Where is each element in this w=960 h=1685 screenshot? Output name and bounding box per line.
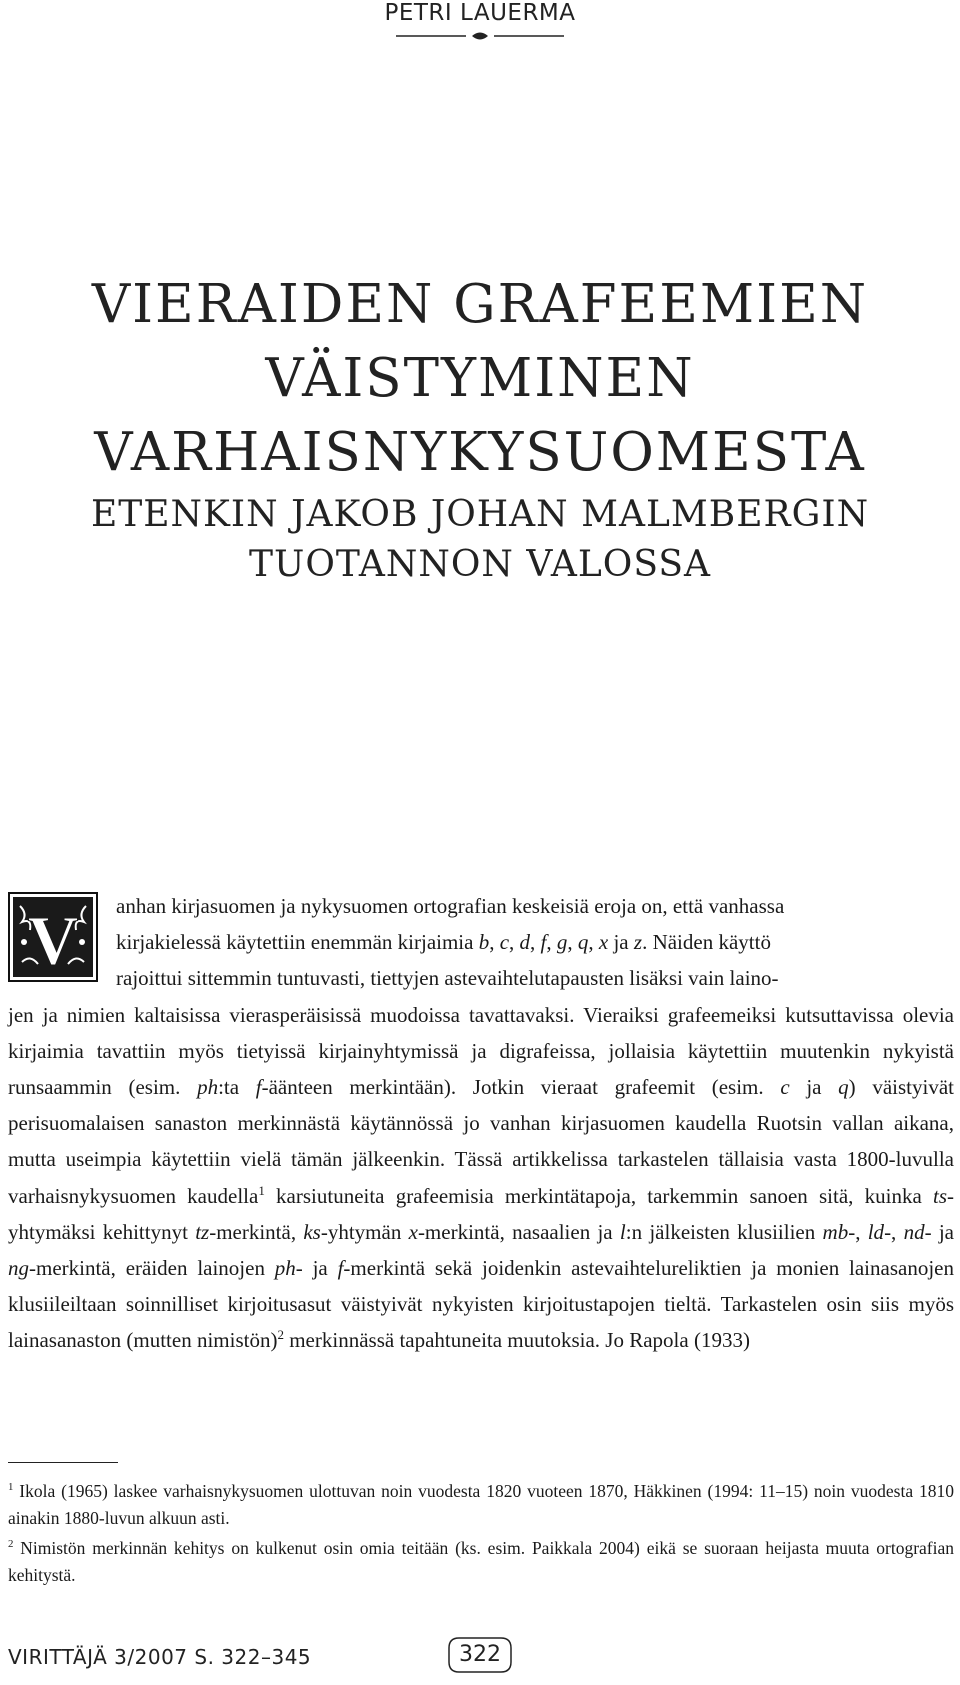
title-line-2: VÄISTYMINEN <box>265 348 695 409</box>
subtitle-line-2: TUOTANNON VALOSSA <box>248 544 712 585</box>
body-line-3: rajoittui sittemmin tuntuvasti, tiettyjen astevaihtelutapausten lisäksi vain laino- <box>116 966 779 991</box>
footnote-1: $^1$ Ikola (1965) laskee varhaisnykysuomen ulottuvan noin vuodesta 1820 vuoteen 1870, Häkkinen (1994: 11–15) noin vuodesta 1810 ainakin 1880-luvun alkuun asti. <box>8 1481 954 1528</box>
svg-text:V: V <box>27 903 79 980</box>
header-ornament <box>394 30 566 42</box>
journal-citation: VIRITTÄJÄ 3/2007 S. 322–345 <box>8 1645 312 1669</box>
title-line-1: VIERAIDEN GRAFEEMIEN <box>91 274 869 335</box>
page-number: 322 <box>447 1636 513 1674</box>
footnote-ref-2[interactable]: 2 <box>277 1327 284 1343</box>
subtitle-line-1: ETENKIN JAKOB JOHAN MALMBERGIN <box>90 494 870 535</box>
article-title <box>0 268 960 590</box>
body-line-1: anhan kirjasuomen ja nykysuomen ortografian keskeisiä eroja on, että vanhassa <box>116 894 785 918</box>
footnotes <box>8 1478 954 1592</box>
title-line-3: VARHAISNYKYSUOMESTA <box>94 422 866 483</box>
running-header-author: PETRI LAUERMA <box>384 0 576 26</box>
footnote-ref-1[interactable]: 1 <box>258 1182 265 1198</box>
body-text-rest: jen ja nimien kaltaisissa vierasperäisissä muodoissa tavattavaksi. Vieraiksi grafeemeiksi kutsuttavissa olevia kirjaimia tavattiin myös tietyissä kirjainyhtymissä ja digrafeissa, jollaisia käytettiin muutenkin nykyistä runsaammin (esim. ph:ta f-äänteen merkintään). Jotkin vieraat grafeemit (esim. c ja q) väistyivät perisuomalaisen sanaston merkinnästä käytännössä jo vanhan kirjasuomen kaudella Ruotsin vallan aikana, mutta useimpia käytettiin vielä tämän jälkeenkin. Tässä artikkelissa tarkastelen tällaisia vasta 1800-luvulla varhaisnykysuomen kaudella$^1$ karsiutuneita grafeemisia merkintätapoja, tarkemmin sanoen sitä, kuinka ts-yhtymäksi kehittynyt tz-merkintä, ks-yhtymän x-merkintä, nasaalien ja l:n jälkeisten klusiilien mb-, ld-, nd- ja ng-merkintä, eräiden lainojen ph- ja f-merkintä sekä joidenkin astevaihtelureliktien ja monien lainasanojen klusiileiltaan soinnilliset kirjoitusasut väistyivät nykyisten kirjoitustapojen tieltä. Tarkastelen osin siis myös lainasanaston (mutten nimistön)$^2$ merkinnässä tapahtuneita muutoksia. Jo Rapola (1933) <box>8 1002 954 1353</box>
body-line-2: kirjakielessä käytettiin enemmän kirjaimia b, c, d, f, g, q, x ja z. Näiden käyttö <box>116 930 771 955</box>
footnote-separator <box>8 1462 118 1463</box>
footnote-2: $^2$ Nimistön merkinnän kehitys on kulkenut osin omia teitään (ks. esim. Paikkala 2004) eikä se suoraan heijasta muuta ortografian kehitystä. <box>8 1538 954 1585</box>
body-paragraph <box>8 888 954 1359</box>
